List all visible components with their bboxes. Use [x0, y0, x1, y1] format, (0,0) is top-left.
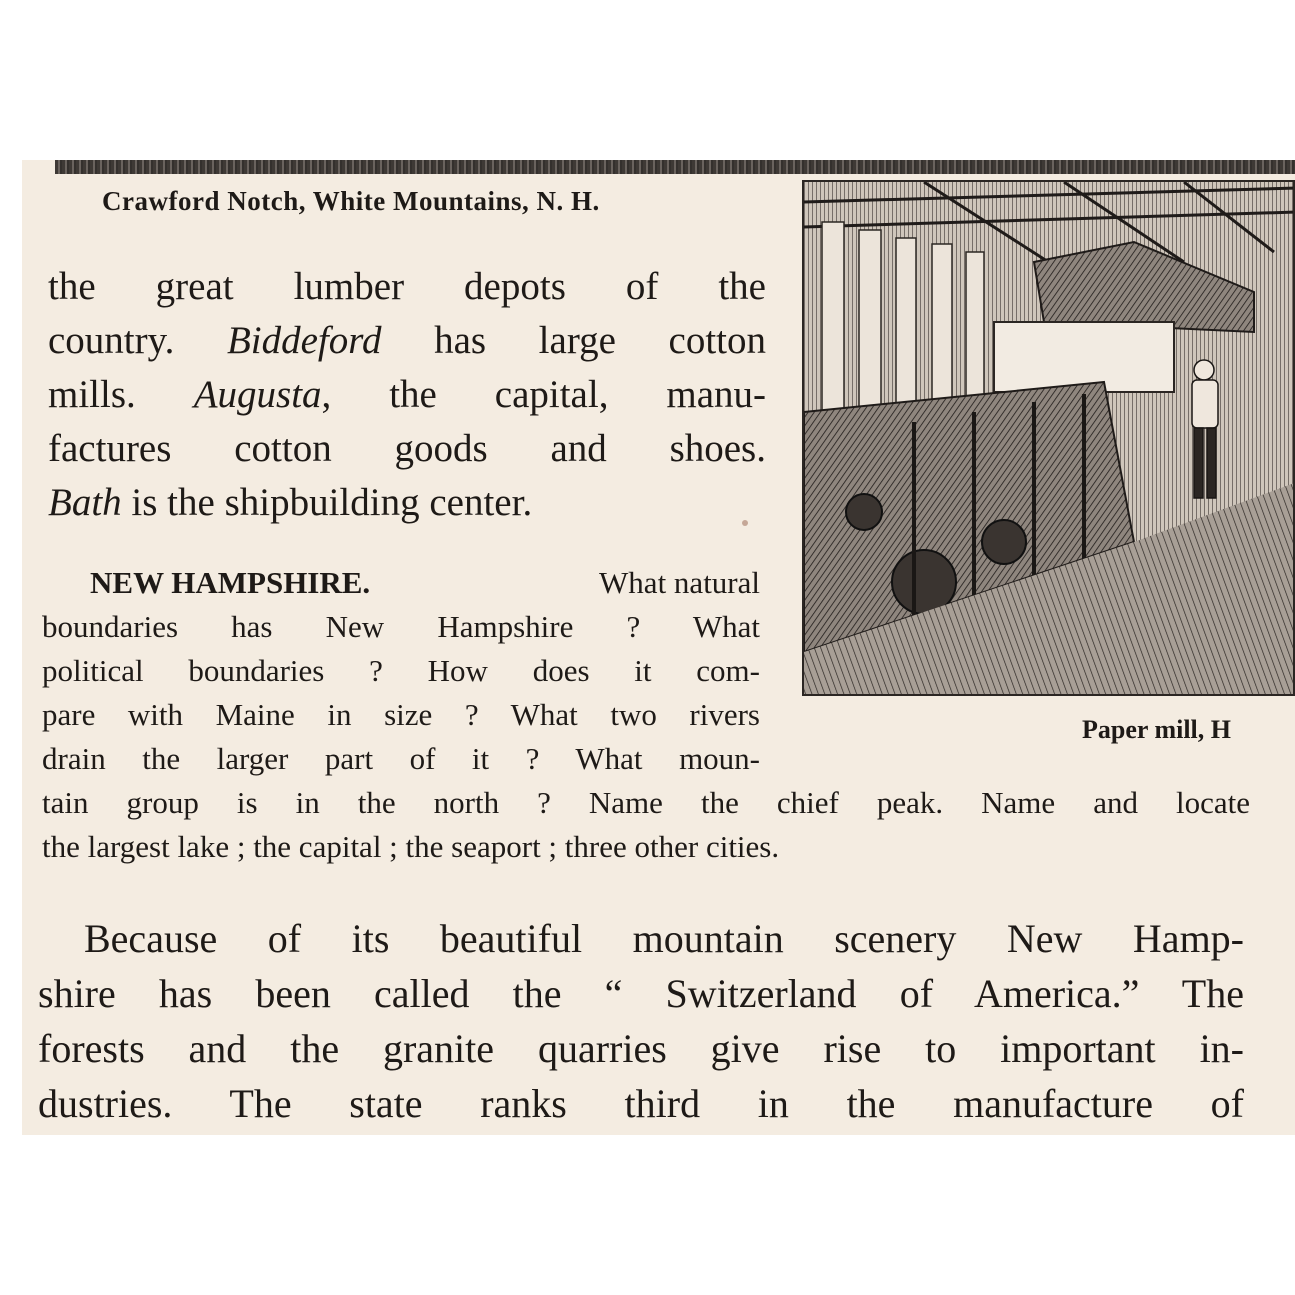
questions-line-2: boundaries has New Hampshire ? What	[42, 609, 760, 644]
biddeford-city: Biddeford	[226, 319, 382, 362]
paper-mill-illustration	[802, 180, 1295, 696]
body-line-4: dustries. The state ranks third in the manufacture of	[38, 1081, 1244, 1126]
maine-line-2: country. Biddeford has large cotton	[48, 319, 766, 362]
body-line-2: shire has been called the “ Switzerland of America.” The	[38, 971, 1244, 1016]
questions-line-7: the largest lake ; the capital ; the seaport ; three other cities.	[42, 829, 780, 864]
paper-mill-engraving	[804, 182, 1295, 696]
book-page-clipping	[22, 160, 1295, 1135]
maine-line-4: factures cotton goods and shoes.	[48, 427, 766, 470]
maine-line-5: Bath is the shipbuilding center.	[48, 481, 533, 524]
bath-city: Bath	[48, 481, 122, 524]
questions-line-3: political boundaries ? How does it com-	[42, 653, 760, 688]
crawford-notch-caption: Crawford Notch, White Mountains, N. H.	[102, 186, 600, 216]
top-engraving-strip	[55, 160, 1295, 174]
body-line-3: forests and the granite quarries give rise to important in-	[38, 1026, 1244, 1071]
paper-stain	[742, 520, 748, 526]
questions-line-4: pare with Maine in size ? What two rivers	[42, 697, 760, 732]
questions-line-1: NEW HAMPSHIRE. What natural	[90, 565, 760, 600]
augusta-city: Augusta	[193, 373, 322, 416]
questions-line-5: drain the larger part of it ? What moun-	[42, 741, 760, 776]
maine-line-3: mills. Augusta, the capital, manu-	[48, 373, 766, 416]
maine-line-1: the great lumber depots of the	[48, 265, 766, 308]
questions-line-6: tain group is in the north ? Name the chief peak. Name and locate	[42, 785, 1250, 820]
nh-heading: NEW HAMPSHIRE.	[90, 565, 371, 600]
body-line-1: Because of its beautiful mountain scenery New Hamp-	[84, 916, 1244, 961]
paper-mill-caption: Paper mill, H	[1082, 715, 1232, 744]
